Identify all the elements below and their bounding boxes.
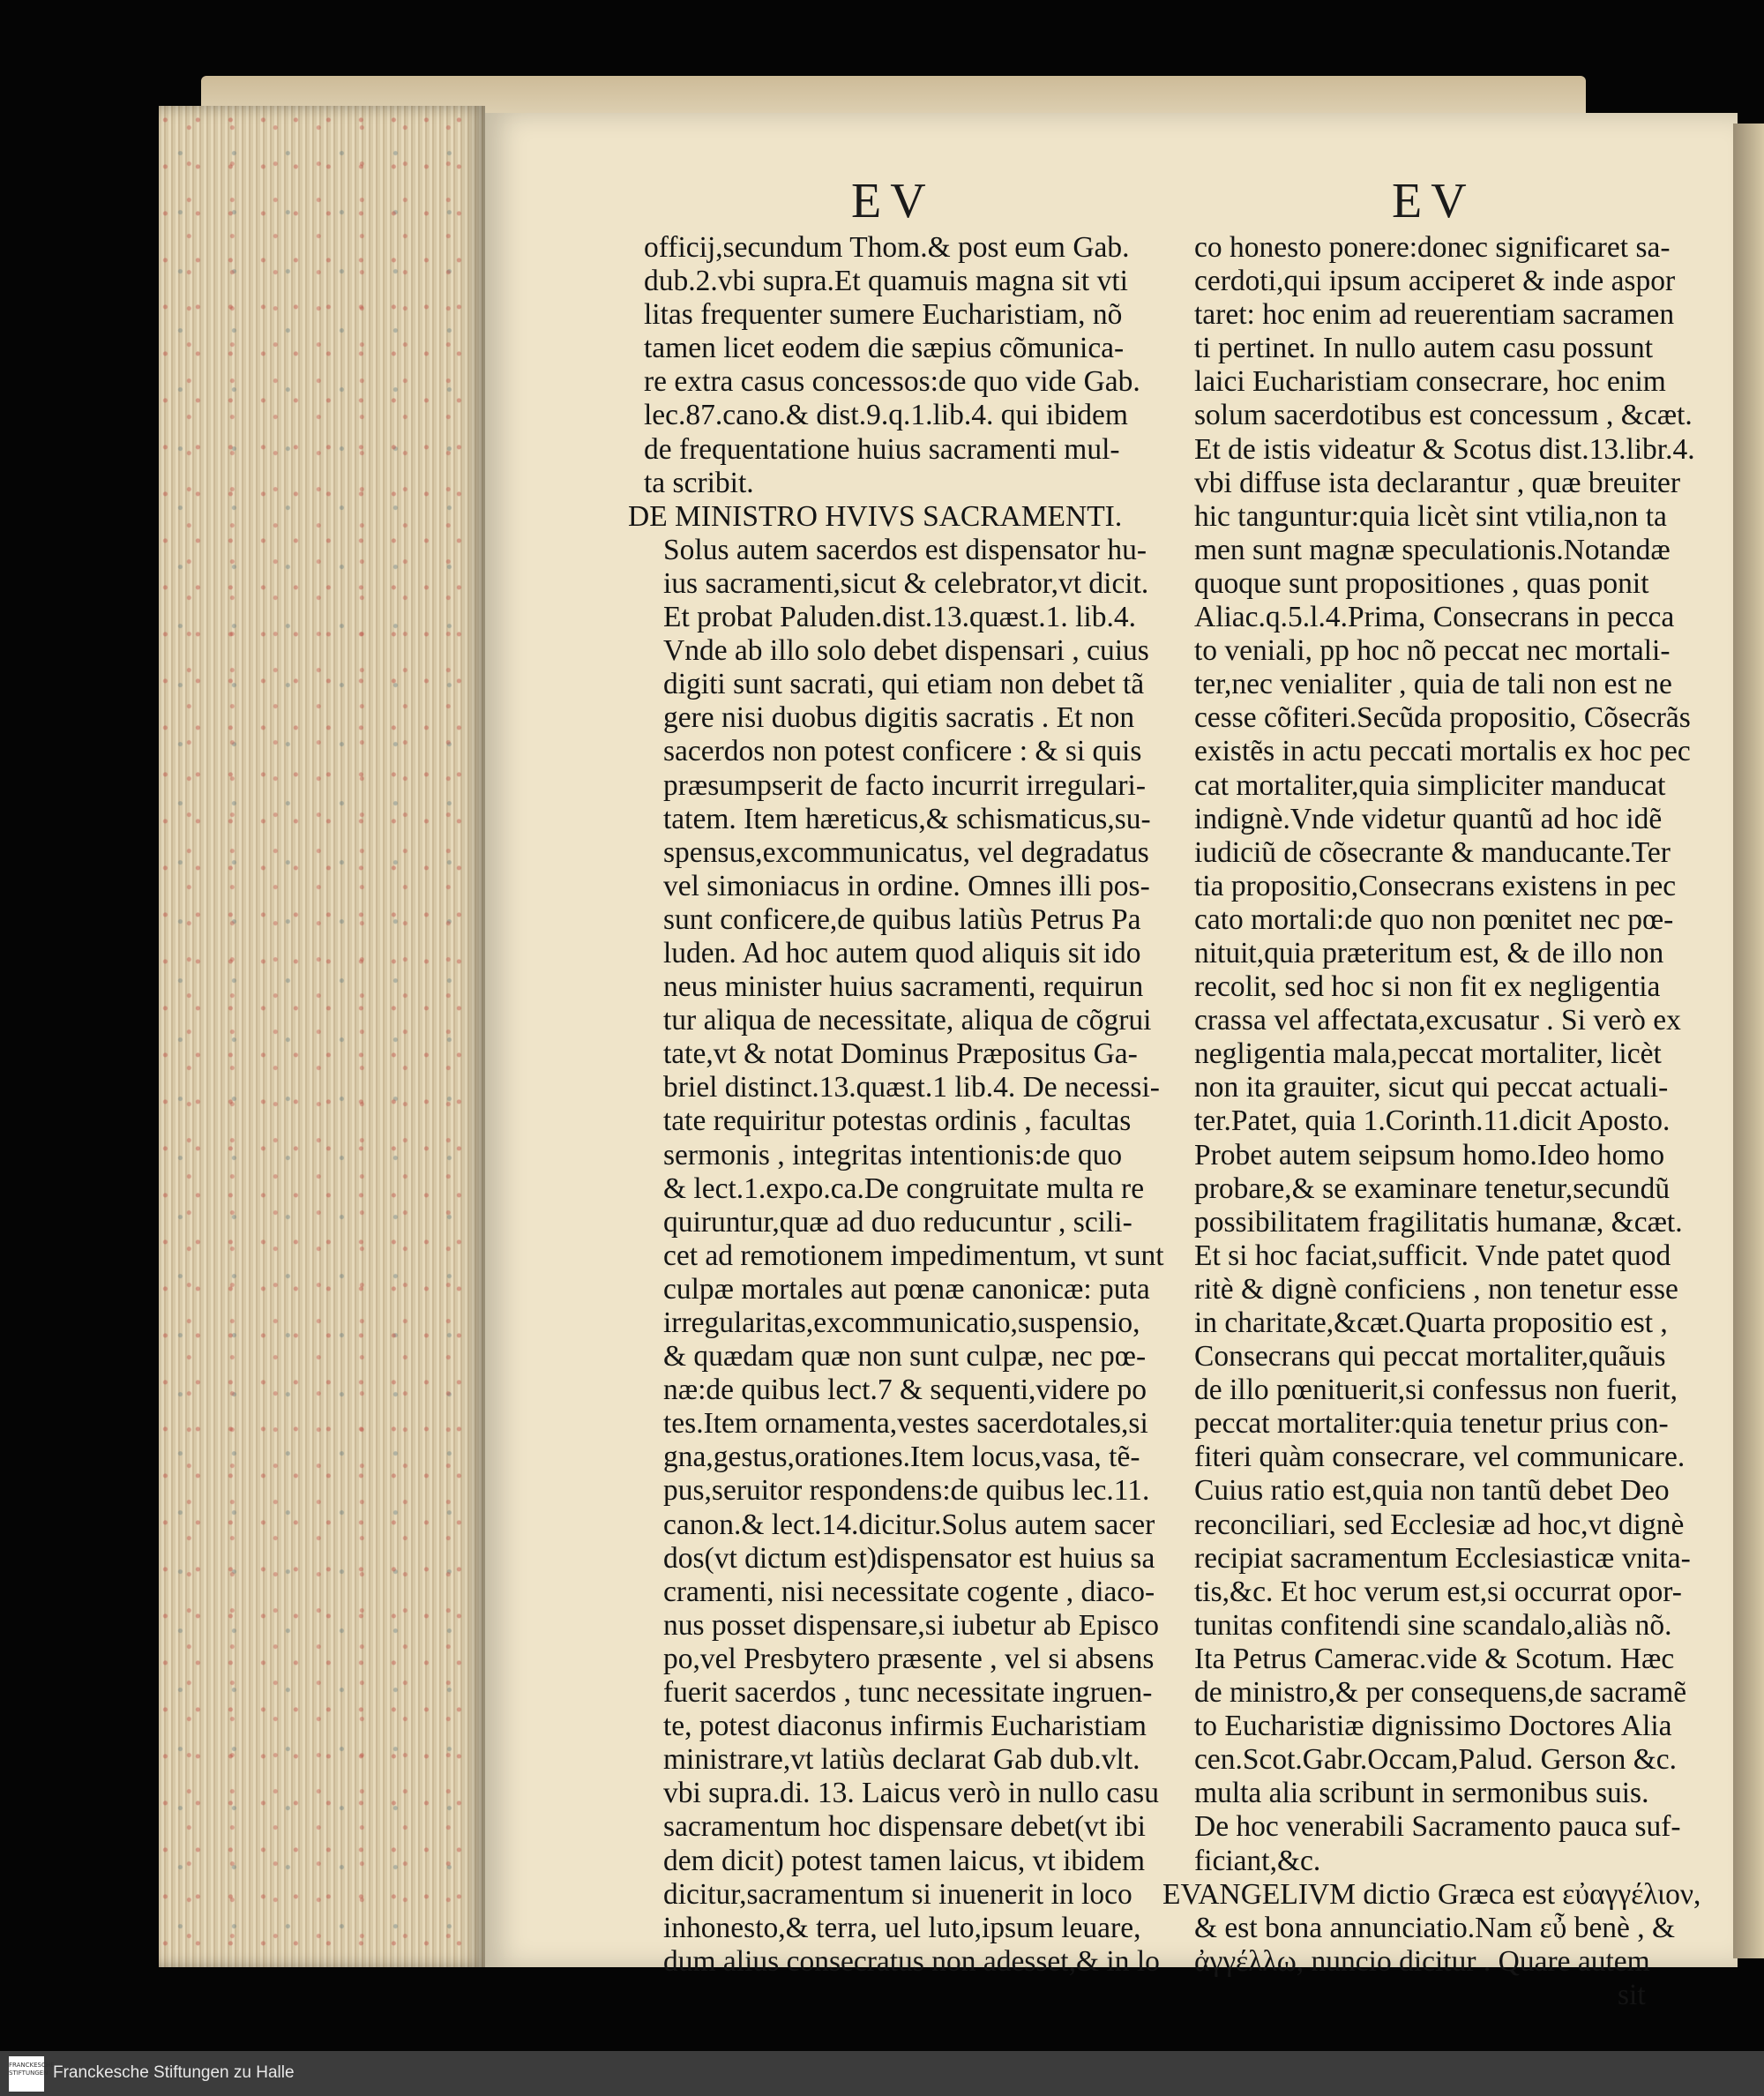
text-line: ta scribit. [644, 466, 754, 499]
text-line: laici Eucharistiam consecrare, hoc enim [1194, 365, 1666, 399]
text-line: litas frequenter sumere Eucharistiam, nõ [644, 298, 1123, 332]
text-line: luden. Ad hoc autem quod aliquis sit ido [663, 936, 1141, 969]
text-line: in charitate,&cæt.Quarta propositio est , [1194, 1306, 1668, 1339]
text-line: ter,nec venialiter , quia de tali non est ne [1194, 668, 1672, 701]
text-line: tatem. Item hæreticus,& schismaticus,su- [663, 802, 1151, 835]
text-line: præsumpserit de facto incurrit irregulari- [663, 768, 1146, 802]
text-line: fiteri quàm consecrare, vel communicare. [1194, 1441, 1686, 1474]
text-line: tur aliqua de necessitate, aliqua de cõgrui [663, 1004, 1152, 1037]
text-line: DE MINISTRO HVIVS SACRAMENTI. [628, 499, 1123, 533]
text-line: possibilitatem fragilitatis humanæ, &cæt. [1194, 1205, 1683, 1239]
text-line: multa alia scribunt in sermonibus suis. [1194, 1777, 1649, 1810]
next-page-edge [1733, 124, 1764, 1958]
text-line: sermonis , integritas intentionis:de quo [663, 1138, 1123, 1172]
text-line: cet ad remotionem impedimentum, vt sunt [663, 1239, 1164, 1272]
text-line: re extra casus concessos:de quo vide Gab. [644, 365, 1140, 399]
text-line: fuerit sacerdos , tunc necessitate ingruen- [663, 1676, 1153, 1710]
text-line: tes.Item ornamenta,vestes sacerdotales,si [663, 1407, 1148, 1441]
text-line: dicitur,sacramentum si inuenerit in loco [663, 1877, 1132, 1911]
text-line: tunitas confitendi sine scandalo,aliàs nõ. [1194, 1608, 1672, 1642]
text-line: vbi supra.di. 13. Laicus verò in nullo casu [663, 1777, 1159, 1810]
text-line: briel distinct.13.quæst.1 lib.4. De necessi- [663, 1071, 1160, 1104]
text-line: De hoc venerabili Sacramento pauca suf- [1194, 1810, 1681, 1844]
text-line: cato mortali:de quo non pœnitet nec pœ- [1194, 902, 1674, 936]
text-line: peccat mortaliter:quia tenetur prius con- [1194, 1407, 1669, 1441]
text-line: quiruntur,quæ ad duo reducuntur , scili- [663, 1205, 1132, 1239]
text-line: hic tanguntur:quia licèt sint vtilia,non ta [1194, 499, 1667, 533]
text-line: Et de istis videatur & Scotus dist.13.libr.4. [1194, 432, 1695, 466]
text-line: gna,gestus,orationes.Item locus,vasa, tẽ- [663, 1441, 1140, 1474]
text-line: solum sacerdotibus est concessum , &cæt. [1194, 399, 1693, 432]
text-line: tis,&c. Et hoc verum est,si occurrat opor- [1194, 1575, 1682, 1608]
text-line: cen.Scot.Gabr.Occam,Palud. Gerson &c. [1194, 1743, 1678, 1777]
page-edges [159, 106, 485, 1967]
text-line: digiti sunt sacrati, qui etiam non debet tã [663, 668, 1145, 701]
text-line: indignè.Vnde videtur quantũ ad hoc idẽ [1194, 802, 1663, 835]
running-head-right: EV [1392, 174, 1476, 228]
institution-name: Franckesche Stiftungen zu Halle [53, 2063, 295, 2082]
text-line: taret: hoc enim ad reuerentiam sacramen [1194, 298, 1675, 332]
text-line: tate requiritur potestas ordinis , facultas [663, 1104, 1132, 1138]
text-line: recipiat sacramentum Ecclesiasticæ vnita- [1194, 1541, 1691, 1575]
text-line: po,vel Presbytero præsente , vel si absens [663, 1642, 1155, 1675]
text-line: tia propositio,Consecrans existens in pec [1194, 869, 1677, 902]
text-line: ficiant,&c. [1194, 1844, 1321, 1877]
text-line: de illo pœnituerit,si confessus non fuerit, [1194, 1374, 1678, 1407]
text-line: ministrare,vt latiùs declarat Gab dub.vlt. [663, 1743, 1140, 1777]
text-line: negligentia mala,peccat mortaliter, licèt [1194, 1037, 1662, 1071]
text-line: ἀγγέλλω, nuncio dicitur . Quare autem [1194, 1944, 1650, 1978]
text-line: ius sacramenti,sicut & celebrator,vt dicit. [663, 566, 1149, 600]
text-line: te, potest diaconus infirmis Eucharistiam [663, 1710, 1147, 1743]
text-line: spensus,excommunicatus, vel degradatus [663, 835, 1149, 869]
text-line: canon.& lect.14.dicitur.Solus autem sacer [663, 1508, 1155, 1541]
edge-speckle [159, 106, 485, 1967]
text-line: co honesto ponere:donec significaret sa- [1194, 231, 1671, 264]
text-line: iudiciũ de cõsecrante & manducante.Ter [1194, 835, 1671, 869]
text-line: officij,secundum Thom.& post eum Gab. [644, 231, 1130, 264]
text-line: sunt conficere,de quibus latiùs Petrus Pa [663, 902, 1141, 936]
text-line: dub.2.vbi supra.Et quamuis magna sit vti [644, 265, 1128, 298]
text-line: quoque sunt propositiones , quas ponit [1194, 566, 1649, 600]
text-line: Vnde ab illo solo debet dispensari , cuius [663, 634, 1149, 668]
text-line: ti pertinet. In nullo autem casu possunt [1194, 332, 1654, 365]
text-line: & lect.1.expo.ca.De congruitate multa re [663, 1172, 1145, 1205]
text-line: de ministro,& per consequens,de sacramẽ [1194, 1676, 1687, 1710]
text-line: existẽs in actu peccati mortalis ex hoc pec [1194, 735, 1691, 768]
text-line: recolit, sed hoc si non fit ex negligentia [1194, 970, 1661, 1004]
text-line: gere nisi duobus digitis sacratis . Et non [663, 701, 1135, 735]
text-line: lec.87.cano.& dist.9.q.1.lib.4. qui ibidem [644, 399, 1128, 432]
text-line: to veniali, pp hoc nõ peccat nec mortali- [1194, 634, 1671, 668]
text-line: cat mortaliter,quia simpliciter manducat [1194, 768, 1666, 802]
text-line: irregularitas,excommunicatio,suspensio, [663, 1306, 1140, 1339]
text-line: cramenti, nisi necessitate cogente , diaco- [663, 1575, 1155, 1608]
text-line: Ita Petrus Camerac.vide & Scotum. Hæc [1194, 1642, 1675, 1675]
text-line: Cuius ratio est,quia non tantũ debet Deo [1194, 1474, 1670, 1508]
viewer-footer [0, 2051, 1764, 2096]
text-line: EVANGELIVM dictio Græca est εὐαγγέλιον, [1162, 1877, 1701, 1911]
text-line: Consecrans qui peccat mortaliter,quãuis [1194, 1340, 1666, 1374]
text-line: tate,vt & notat Dominus Præpositus Ga- [663, 1037, 1138, 1071]
text-line: de frequentatione huius sacramenti mul- [644, 432, 1120, 466]
text-line: Probet autem seipsum homo.Ideo homo [1194, 1138, 1665, 1172]
text-line: & quædam quæ non sunt culpæ, nec pœ- [663, 1340, 1147, 1374]
text-line: nus posset dispensare,si iubetur ab Episco [663, 1608, 1159, 1642]
text-line: Aliac.q.5.l.4.Prima, Consecrans in pecca [1194, 601, 1675, 634]
text-line: non ita grauiter, sicut qui peccat actuali- [1194, 1071, 1669, 1104]
logo-text: FRANCKESCHE STIFTUNGEN [9, 2062, 55, 2077]
text-line: ter.Patet, quia 1.Corinth.11.dicit Aposto. [1194, 1104, 1671, 1138]
text-line: pus,seruitor respondens:de quibus lec.11. [663, 1474, 1150, 1508]
text-line: cesse cõfiteri.Secũda propositio, Cõsecrãs [1194, 701, 1691, 735]
text-line: culpæ mortales aut pœnæ canonicæ: puta [663, 1272, 1150, 1306]
text-line: neus minister huius sacramenti, requirun [663, 970, 1144, 1004]
text-line: reconciliari, sed Ecclesiæ ad hoc,vt dignè [1194, 1508, 1685, 1541]
text-line: dum alius consecratus non adesset,& in lo [663, 1944, 1160, 1978]
text-line: vbi diffuse ista declarantur , quæ breuiter [1194, 466, 1681, 499]
text-line: cerdoti,qui ipsum acciperet & inde aspor [1194, 265, 1676, 298]
text-line: vel simoniacus in ordine. Omnes illi pos- [663, 869, 1150, 902]
text-line: & est bona annunciatio.Nam εὖ benè , & [1194, 1911, 1676, 1944]
text-line: Solus autem sacerdos est dispensator hu- [663, 533, 1147, 566]
text-line: dem dicit) potest tamen laicus, vt ibidem [663, 1844, 1146, 1877]
text-line: sacramentum hoc dispensare debet(vt ibi [663, 1810, 1146, 1844]
institution-logo [9, 2056, 55, 2092]
text-line: næ:de quibus lect.7 & sequenti,videre po [663, 1374, 1147, 1407]
text-line: to Eucharistiæ dignissimo Doctores Alia [1194, 1710, 1672, 1743]
right-text-column [1162, 231, 1701, 2012]
text-line: tamen licet eodem die sæpius cõmunica- [644, 332, 1125, 365]
left-text-column [628, 231, 1164, 1979]
text-line: inhonesto,& terra, uel luto,ipsum leuare, [663, 1911, 1141, 1944]
text-line: sit [1618, 1978, 1646, 2011]
text-line: crassa vel affectata,excusatur . Si verò ex [1194, 1004, 1681, 1037]
text-line: Et si hoc faciat,sufficit. Vnde patet quod [1194, 1239, 1671, 1272]
text-line: men sunt magnæ speculationis.Notandæ [1194, 533, 1671, 566]
text-line: Et probat Paluden.dist.13.quæst.1. lib.4. [663, 601, 1136, 634]
text-line: probare,& se examinare tenetur,secundũ [1194, 1172, 1671, 1205]
text-line: dos(vt dictum est)dispensator est huius sa [663, 1541, 1155, 1575]
text-line: sacerdos non potest conficere : & si quis [663, 735, 1142, 768]
text-line: nituit,quia præteritum est, & de illo non [1194, 936, 1664, 969]
running-head-left: EV [851, 174, 935, 228]
text-line: ritè & dignè conficiens , non tenetur esse [1194, 1272, 1678, 1306]
